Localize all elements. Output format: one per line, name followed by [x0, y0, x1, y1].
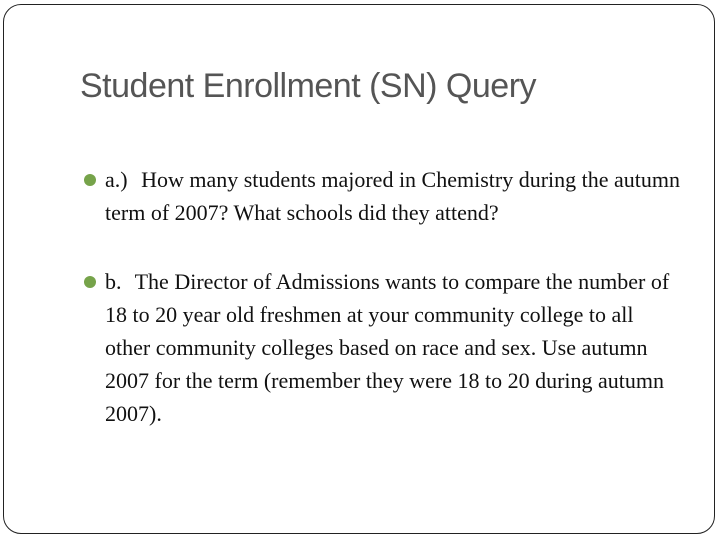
slide	[3, 4, 715, 534]
bullet-text: How many students majored in Chemistry during the autumn term of 2007? What schools did they attend?	[105, 167, 681, 225]
bullet-text: The Director of Admissions wants to compare the number of 18 to 20 year old freshmen at your community college to all other community colleges based on race and sex. Use autumn 2007 for the term (remember they were 18 to 20 during autumn 2007).	[105, 269, 670, 426]
bullet-label: a.)	[105, 167, 128, 192]
bullet-dot-icon	[84, 174, 96, 186]
bullet-label: b.	[105, 269, 122, 294]
bullet-dot-icon	[84, 276, 96, 288]
bullet-item-b	[84, 265, 684, 430]
slide-title: Student Enrollment (SN) Query	[80, 67, 537, 105]
bullet-item-a	[84, 163, 684, 229]
bullet-list	[84, 163, 684, 430]
